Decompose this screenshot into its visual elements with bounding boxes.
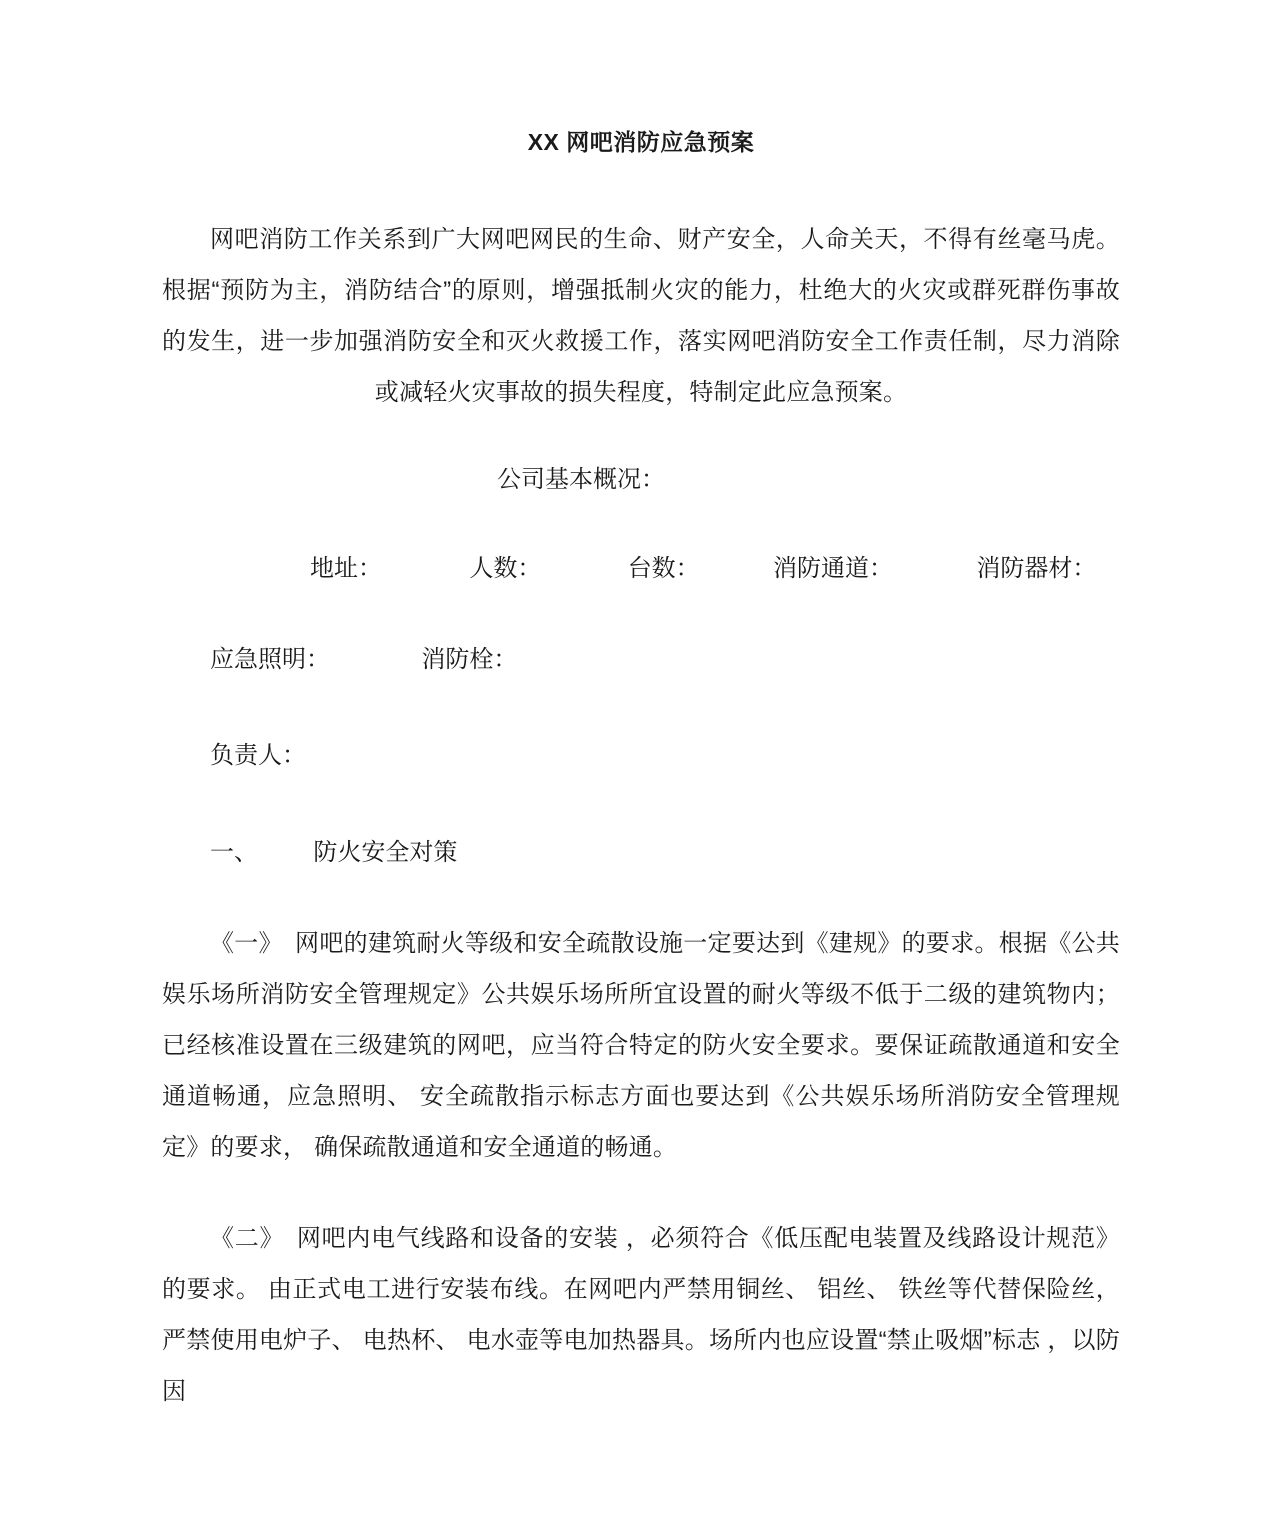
field-label-person-in-charge: 负责人：	[210, 742, 306, 770]
field-label-emergency-lighting: 应急照明：	[210, 646, 330, 674]
section-title: 防火安全对策	[313, 839, 458, 867]
spacer	[162, 781, 1120, 827]
field-label-fire-equipment: 消防器材：	[976, 555, 1097, 583]
overview-fields-row-3	[162, 730, 1120, 781]
overview-fields-row-1	[162, 543, 1120, 594]
field-label-address: 地址：	[310, 555, 382, 583]
page-title: XX 网吧消防应急预案	[527, 129, 755, 155]
spacer	[162, 878, 1120, 918]
spacer	[162, 505, 1120, 543]
section-number: 一、	[210, 839, 258, 867]
spacer	[162, 158, 1120, 214]
spacer	[162, 594, 1120, 634]
overview-fields-row-2	[162, 634, 1120, 685]
field-label-people-count: 人数：	[469, 555, 542, 583]
clause-paragraph-one: 《一》 网吧的建筑耐火等级和安全疏散设施一定要达到《建规》的要求。根据《公共娱乐场所消防安全管理规定》公共娱乐场所所宜设置的耐火等级不低于二级的建筑物内；已经核准设置在三级建筑的网吧，应当符合特定的防火安全要求。要保证疏散通道和安全通道畅通，应急照明、 安全疏散指示标志方面也要达到《公共娱乐场所消防安全管理规定》的要求， 确保疏散通道和安全通道的畅通。	[162, 930, 1120, 1162]
field-label-fire-hydrant: 消防栓：	[421, 646, 518, 674]
field-label-machine-count: 台数：	[627, 555, 700, 583]
spacer	[162, 1173, 1120, 1213]
overview-heading: 公司基本概况：	[497, 466, 665, 494]
field-label-fire-passage: 消防通道：	[773, 555, 894, 583]
spacer	[162, 418, 1120, 454]
spacer	[162, 685, 1120, 730]
document-content	[162, 0, 1120, 1417]
intro-paragraph: 网吧消防工作关系到广大网吧网民的生命、财产安全，人命关天，不得有丝毫马虎。根据“预防为主，消防结合”的原则，增强抵制火灾的能力，杜绝大的火灾或群死群伤事故的发生，进一步加强消防安全和灭火救援工作，落实网吧消防安全工作责任制，尽力消除或减轻火灾事故的损失程度，特制定此应急预案。	[162, 226, 1120, 407]
section-heading-one	[162, 827, 1120, 878]
clause-paragraph-two: 《二》 网吧内电气线路和设备的安装 ，必须符合《低压配电装置及线路设计规范》的要求。 由正式电工进行安装布线。在网吧内严禁用铜丝、 铝丝、 铁丝等代替保险丝， 严禁使用电炉子、 电热杯、 电水壶等电加热器具。场所内也应设置“禁止吸烟”标志 ，以防因	[162, 1225, 1120, 1406]
